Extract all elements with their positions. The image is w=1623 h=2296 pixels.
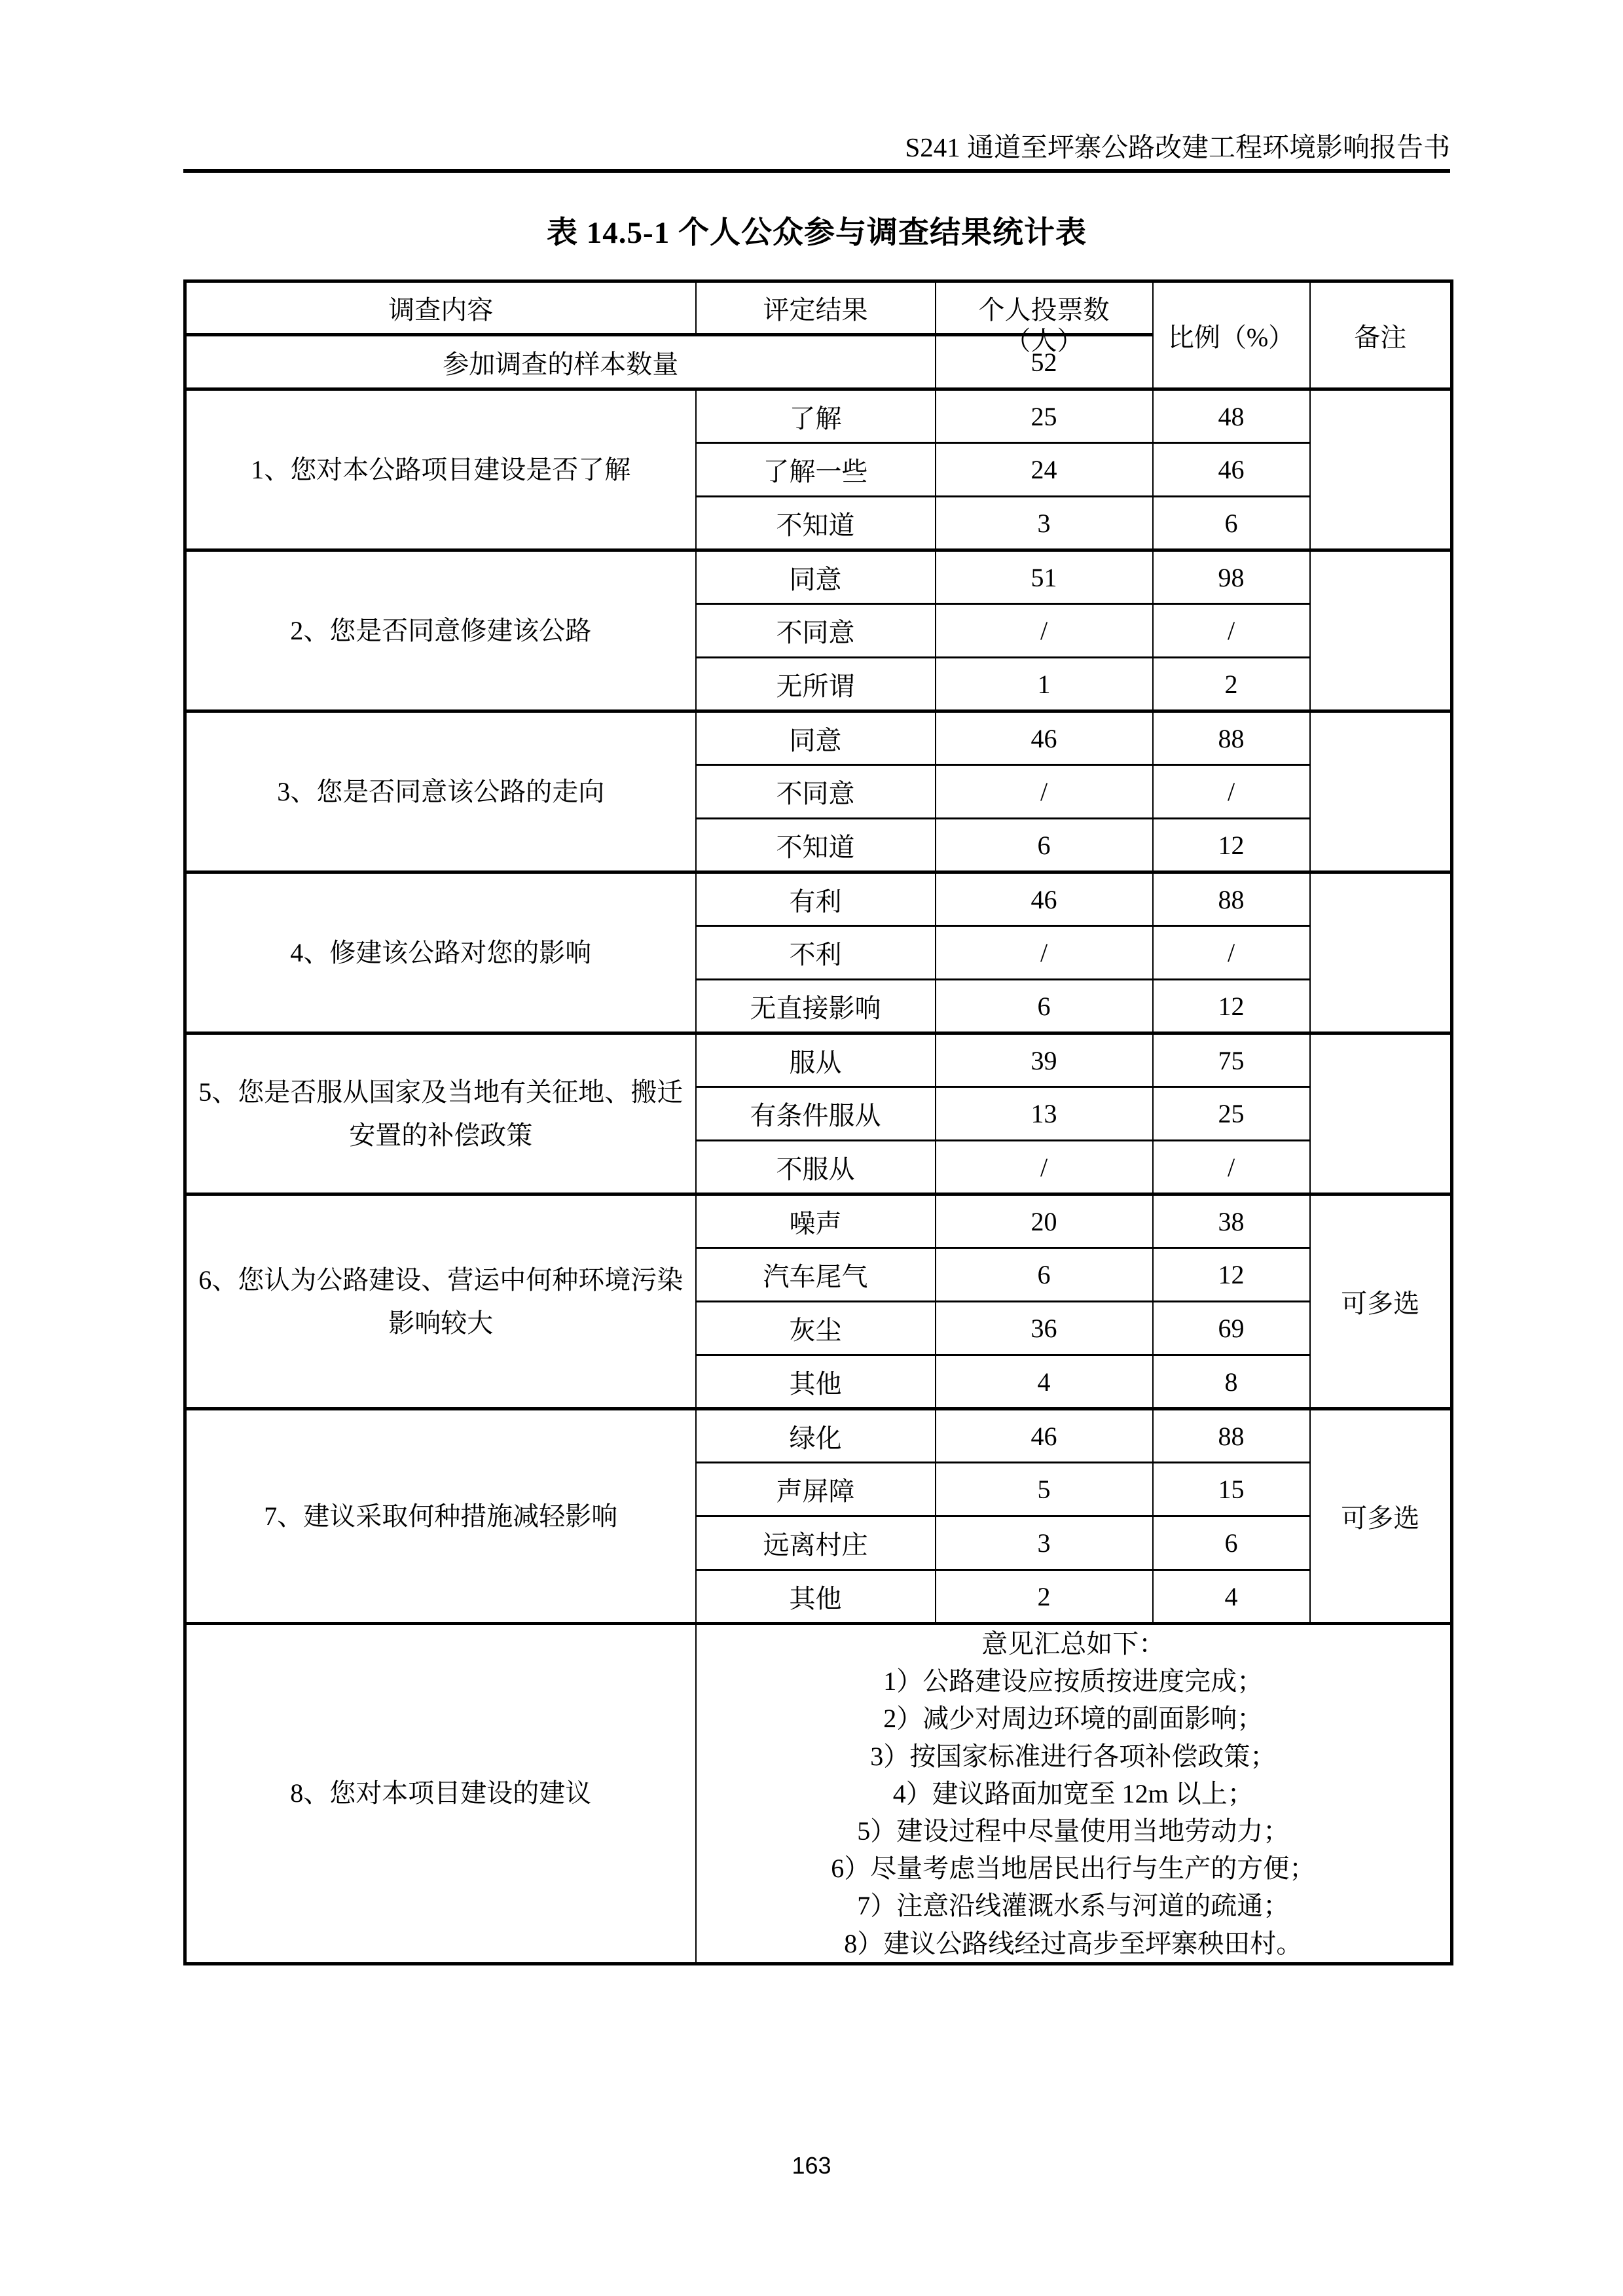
suggestion-line: 6）尽量考虑当地居民出行与生产的方便； xyxy=(831,1854,1316,1884)
option-label-cell: 汽车尾气 xyxy=(696,1248,936,1302)
option-label-cell: 其他 xyxy=(696,1570,936,1624)
votes-cell: / xyxy=(936,765,1153,819)
header-divider-line xyxy=(183,169,1450,173)
table-header-row xyxy=(185,281,1452,335)
votes-cell: 20 xyxy=(936,1194,1153,1248)
header-ratio-percent: 比例（%） xyxy=(1153,281,1310,389)
votes-cell: / xyxy=(936,926,1153,980)
option-label-cell: 噪声 xyxy=(696,1194,936,1248)
remark-cell: 可多选 xyxy=(1310,1194,1452,1409)
suggestion-line: 7）注意沿线灌溉水系与河道的疏通； xyxy=(857,1891,1290,1921)
option-row xyxy=(185,550,1452,604)
percent-cell: 12 xyxy=(1153,819,1310,872)
option-label-cell: 远离村庄 xyxy=(696,1516,936,1570)
option-label-cell: 了解一些 xyxy=(696,443,936,497)
percent-cell: / xyxy=(1153,604,1310,658)
votes-cell: 1 xyxy=(936,658,1153,711)
percent-cell: / xyxy=(1153,1141,1310,1194)
report-header: S241 通道至坪寨公路改建工程环境影响报告书 xyxy=(905,132,1450,162)
header-votes-line1: 个人投票数 xyxy=(978,295,1110,325)
votes-cell: 36 xyxy=(936,1302,1153,1355)
option-label-cell: 不同意 xyxy=(696,604,936,658)
option-row xyxy=(185,872,1452,926)
sample-count-value: 52 xyxy=(936,335,1153,389)
option-label-cell: 绿化 xyxy=(696,1409,936,1463)
percent-cell: 2 xyxy=(1153,658,1310,711)
question-cell: 8、您对本项目建设的建议 xyxy=(185,1624,696,1964)
question-cell: 4、修建该公路对您的影响 xyxy=(185,872,696,1033)
sample-count-label: 参加调查的样本数量 xyxy=(185,335,936,389)
percent-cell: 38 xyxy=(1153,1194,1310,1248)
suggestion-line: 5）建设过程中尽量使用当地劳动力； xyxy=(857,1816,1290,1846)
remark-cell xyxy=(1310,550,1452,711)
votes-cell: 25 xyxy=(936,389,1153,443)
votes-cell: 2 xyxy=(936,1570,1153,1624)
option-label-cell: 有条件服从 xyxy=(696,1087,936,1141)
votes-cell: 3 xyxy=(936,1516,1153,1570)
percent-cell: 12 xyxy=(1153,1248,1310,1302)
votes-cell: 6 xyxy=(936,980,1153,1033)
percent-cell: 98 xyxy=(1153,550,1310,604)
suggestion-line: 4）建议路面加宽至 12m 以上； xyxy=(892,1778,1254,1808)
percent-cell: / xyxy=(1153,926,1310,980)
percent-cell: 6 xyxy=(1153,1516,1310,1570)
percent-cell: 12 xyxy=(1153,980,1310,1033)
remark-cell xyxy=(1310,389,1452,550)
percent-cell: 88 xyxy=(1153,872,1310,926)
question-cell: 2、您是否同意修建该公路 xyxy=(185,550,696,711)
question-cell: 5、您是否服从国家及当地有关征地、搬迁安置的补偿政策 xyxy=(185,1033,696,1194)
votes-cell: / xyxy=(936,1141,1153,1194)
suggestion-line: 3）按国家标准进行各项补偿政策； xyxy=(870,1741,1277,1771)
option-label-cell: 不利 xyxy=(696,926,936,980)
suggestion-line: 意见汇总如下： xyxy=(981,1629,1165,1659)
percent-cell: 48 xyxy=(1153,389,1310,443)
option-label-cell: 无直接影响 xyxy=(696,980,936,1033)
percent-cell: 15 xyxy=(1153,1463,1310,1516)
suggestion-row xyxy=(185,1624,1452,1964)
suggestion-line: 1）公路建设应按质按进度完成； xyxy=(883,1666,1264,1696)
votes-cell: 46 xyxy=(936,1409,1153,1463)
table-title: 表 14.5-1 个人公众参与调查结果统计表 xyxy=(547,216,1087,251)
remark-cell xyxy=(1310,711,1452,872)
question-cell: 1、您对本公路项目建设是否了解 xyxy=(185,389,696,550)
option-row xyxy=(185,711,1452,765)
votes-cell: / xyxy=(936,604,1153,658)
option-label-cell: 声屏障 xyxy=(696,1463,936,1516)
question-cell: 7、建议采取何种措施减轻影响 xyxy=(185,1409,696,1624)
option-label-cell: 了解 xyxy=(696,389,936,443)
votes-cell: 3 xyxy=(936,497,1153,550)
votes-cell: 6 xyxy=(936,819,1153,872)
option-label-cell: 服从 xyxy=(696,1033,936,1087)
votes-cell: 13 xyxy=(936,1087,1153,1141)
option-label-cell: 灰尘 xyxy=(696,1302,936,1355)
option-row xyxy=(185,1409,1452,1463)
page-number: 163 xyxy=(792,2152,831,2179)
option-row xyxy=(185,1194,1452,1248)
option-label-cell: 同意 xyxy=(696,711,936,765)
votes-cell: 4 xyxy=(936,1355,1153,1409)
option-label-cell: 不知道 xyxy=(696,819,936,872)
header-votes-line2: （人） xyxy=(1004,326,1084,356)
header-survey-content: 调查内容 xyxy=(185,281,696,335)
option-label-cell: 不服从 xyxy=(696,1141,936,1194)
option-label-cell: 不同意 xyxy=(696,765,936,819)
suggestion-line: 2）减少对周边环境的副面影响； xyxy=(883,1704,1264,1734)
percent-cell: 75 xyxy=(1153,1033,1310,1087)
percent-cell: 6 xyxy=(1153,497,1310,550)
votes-cell: 39 xyxy=(936,1033,1153,1087)
survey-results-table xyxy=(183,279,1453,1965)
votes-cell: 5 xyxy=(936,1463,1153,1516)
question-cell: 3、您是否同意该公路的走向 xyxy=(185,711,696,872)
votes-cell: 51 xyxy=(936,550,1153,604)
percent-cell: / xyxy=(1153,765,1310,819)
percent-cell: 25 xyxy=(1153,1087,1310,1141)
suggestion-line: 8）建议公路线经过高步至坪寨秧田村。 xyxy=(844,1928,1303,1958)
option-label-cell: 其他 xyxy=(696,1355,936,1409)
percent-cell: 88 xyxy=(1153,711,1310,765)
votes-cell: 46 xyxy=(936,872,1153,926)
remark-cell xyxy=(1310,872,1452,1033)
option-label-cell: 同意 xyxy=(696,550,936,604)
percent-cell: 46 xyxy=(1153,443,1310,497)
question-cell: 6、您认为公路建设、营运中何种环境污染影响较大 xyxy=(185,1194,696,1409)
votes-cell: 46 xyxy=(936,711,1153,765)
option-row xyxy=(185,389,1452,443)
remark-cell: 可多选 xyxy=(1310,1409,1452,1624)
percent-cell: 88 xyxy=(1153,1409,1310,1463)
header-remark: 备注 xyxy=(1310,281,1452,389)
percent-cell: 69 xyxy=(1153,1302,1310,1355)
option-label-cell: 无所谓 xyxy=(696,658,936,711)
percent-cell: 8 xyxy=(1153,1355,1310,1409)
suggestion-content-cell xyxy=(696,1624,1452,1964)
votes-cell: 24 xyxy=(936,443,1153,497)
option-label-cell: 有利 xyxy=(696,872,936,926)
header-individual-votes xyxy=(936,281,1153,356)
header-evaluation-result: 评定结果 xyxy=(696,281,936,335)
option-label-cell: 不知道 xyxy=(696,497,936,550)
percent-cell: 4 xyxy=(1153,1570,1310,1624)
remark-cell xyxy=(1310,1033,1452,1194)
votes-cell: 6 xyxy=(936,1248,1153,1302)
option-row xyxy=(185,1033,1452,1087)
